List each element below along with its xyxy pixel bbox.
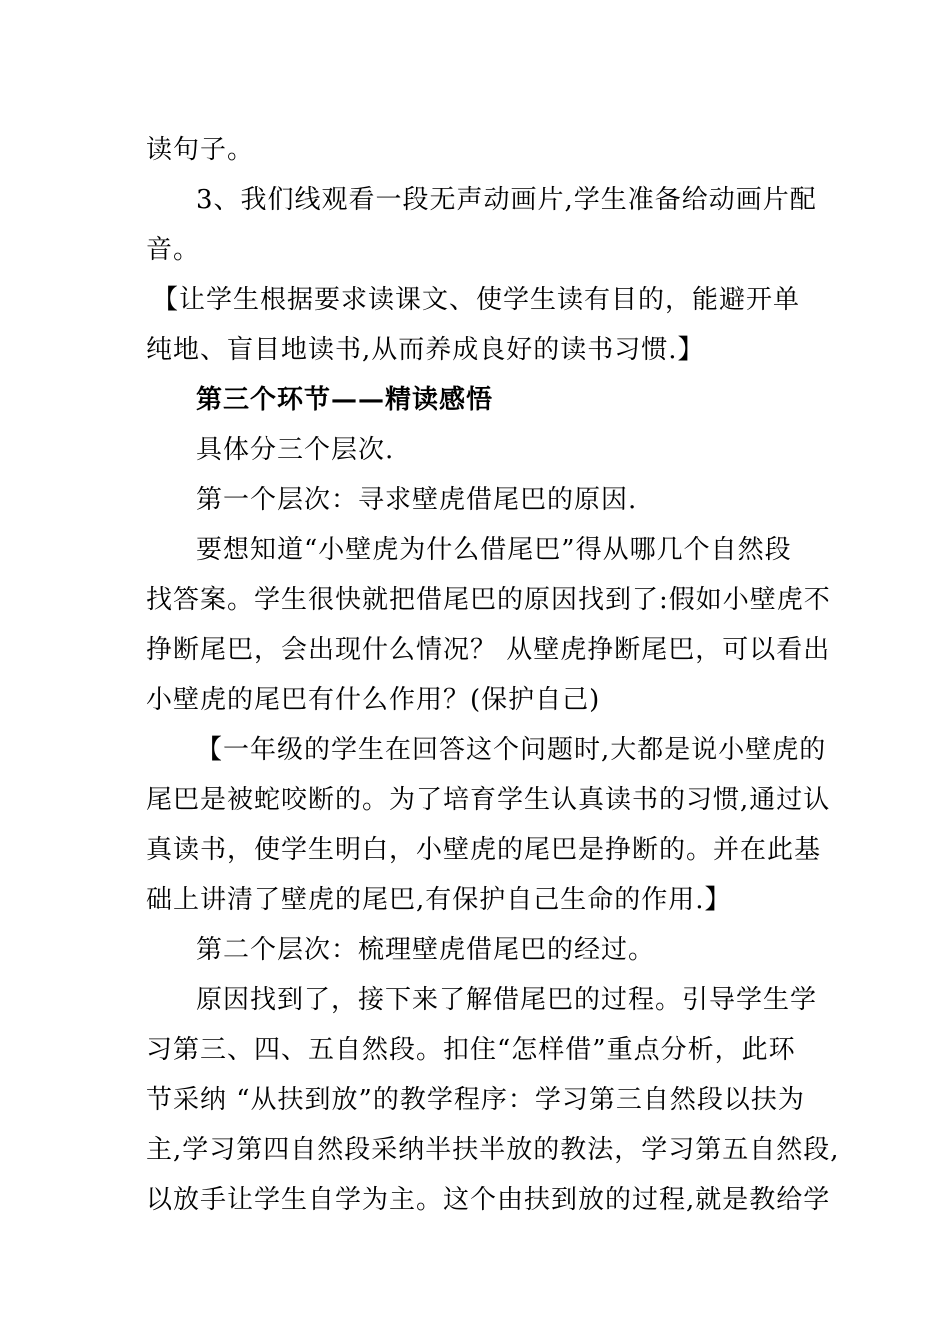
note-line-3: 【一年级的学生在回答这个问题时,大都是说小壁虎的	[196, 735, 827, 765]
text-line-9: 原因找到了，接下来了解借尾巴的过程。引导学生学	[196, 985, 818, 1015]
level-two-heading: 第二个层次：梳理壁虎借尾巴的经过。	[196, 935, 656, 965]
note-line-2: 纯地、盲目地读书,从而养成良好的读书习惯.】	[146, 335, 705, 365]
note-line-5: 真读书，使学生明白，小壁虎的尾巴是挣断的。并在此基	[146, 835, 822, 865]
text-line-3: 音。	[146, 235, 201, 265]
text-line-8: 小壁虎的尾巴有什么作用？(保护自己)	[146, 685, 601, 715]
note-line-4: 尾巴是被蛇咬断的。为了培育学生认真读书的习惯,通过认	[146, 785, 831, 815]
text-line-11: 节采纳 “从扶到放”的教学程序：学习第三自然段以扶为	[146, 1085, 805, 1115]
text-line-7: 挣断尾巴，会出现什么情况？ 从壁虎挣断尾巴，可以看出	[146, 635, 831, 665]
text-line-5: 要想知道“小壁虎为什么借尾巴”得从哪几个自然段	[196, 535, 792, 565]
text-line-6: 找答案。学生很快就把借尾巴的原因找到了:假如小壁虎不	[146, 585, 831, 615]
text-line-4: 具体分三个层次.	[196, 435, 395, 465]
text-line-10: 习第三、四、五自然段。扣住“怎样借”重点分析，此环	[146, 1035, 796, 1065]
note-line-6: 础上讲清了壁虎的尾巴,有保护自己生命的作用.】	[146, 885, 732, 915]
section-heading: 第三个环节——精读感悟	[196, 385, 494, 415]
text-line-1: 读句子。	[146, 135, 255, 165]
text-line-12: 主,学习第四自然段采纳半扶半放的教法，学习第五自然段,	[146, 1135, 840, 1165]
text-line-13: 以放手让学生自学为主。这个由扶到放的过程,就是教给学	[146, 1185, 831, 1215]
level-one-heading: 第一个层次：寻求壁虎借尾巴的原因.	[196, 485, 638, 515]
text-line-2: 3、我们线观看一段无声动画片,学生准备给动画片配	[196, 185, 817, 215]
note-line-1: 【让学生根据要求读课文、使学生读有目的，能避开单	[152, 285, 801, 315]
